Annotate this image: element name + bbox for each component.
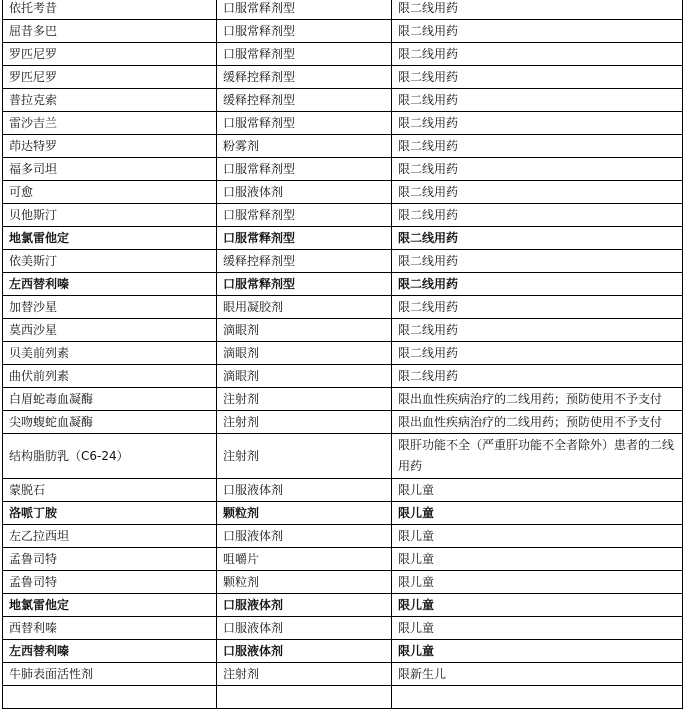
table-row	[3, 388, 683, 411]
dosage-form-cell: 口服液体剂	[217, 594, 392, 617]
table-row	[3, 89, 683, 112]
table-row	[3, 640, 683, 663]
table-row	[3, 296, 683, 319]
drug-name-cell	[3, 686, 217, 709]
table-row	[3, 342, 683, 365]
table-row	[3, 686, 683, 709]
restriction-note-cell: 限二线用药	[392, 135, 683, 158]
restriction-note-cell: 限二线用药	[392, 89, 683, 112]
drug-name-cell: 西替利嗪	[3, 617, 217, 640]
drug-name-cell: 洛哌丁胺	[3, 502, 217, 525]
restriction-note-cell: 限儿童	[392, 548, 683, 571]
drug-restriction-table	[2, 0, 683, 709]
restriction-note-cell: 限二线用药	[392, 204, 683, 227]
table-row	[3, 548, 683, 571]
drug-name-cell: 加替沙星	[3, 296, 217, 319]
drug-name-cell: 左西替利嗪	[3, 273, 217, 296]
restriction-note-cell: 限出血性疾病治疗的二线用药；预防使用不予支付	[392, 411, 683, 434]
restriction-note-cell: 限儿童	[392, 479, 683, 502]
restriction-note-cell: 限儿童	[392, 571, 683, 594]
drug-name-cell: 结构脂肪乳（C6-24）	[3, 434, 217, 479]
drug-name-cell: 雷沙吉兰	[3, 112, 217, 135]
restriction-note-cell: 限二线用药	[392, 296, 683, 319]
table-row	[3, 20, 683, 43]
restriction-note-cell: 限儿童	[392, 640, 683, 663]
restriction-note-cell: 限二线用药	[392, 112, 683, 135]
restriction-note-cell: 限肝功能不全（严重肝功能不全者除外）患者的二线用药	[392, 434, 683, 479]
dosage-form-cell: 口服常释剂型	[217, 43, 392, 66]
table-row	[3, 66, 683, 89]
drug-name-cell: 孟鲁司特	[3, 548, 217, 571]
dosage-form-cell: 注射剂	[217, 434, 392, 479]
restriction-note-cell: 限二线用药	[392, 158, 683, 181]
table-row	[3, 434, 683, 479]
drug-name-cell: 尖吻蝮蛇血凝酶	[3, 411, 217, 434]
dosage-form-cell: 口服液体剂	[217, 640, 392, 663]
table-row	[3, 479, 683, 502]
drug-name-cell: 茚达特罗	[3, 135, 217, 158]
restriction-note-cell: 限儿童	[392, 525, 683, 548]
restriction-note-cell: 限二线用药	[392, 319, 683, 342]
restriction-note-cell: 限二线用药	[392, 20, 683, 43]
drug-name-cell: 依托考昔	[3, 0, 217, 20]
dosage-form-cell	[217, 686, 392, 709]
restriction-note-cell: 限儿童	[392, 502, 683, 525]
restriction-note-cell: 限二线用药	[392, 181, 683, 204]
drug-name-cell: 牛肺表面活性剂	[3, 663, 217, 686]
dosage-form-cell: 滴眼剂	[217, 365, 392, 388]
table-row	[3, 0, 683, 20]
drug-name-cell: 左乙拉西坦	[3, 525, 217, 548]
table-row	[3, 525, 683, 548]
dosage-form-cell: 咀嚼片	[217, 548, 392, 571]
restriction-note-cell: 限儿童	[392, 594, 683, 617]
drug-name-cell: 依美斯汀	[3, 250, 217, 273]
table-row	[3, 204, 683, 227]
dosage-form-cell: 注射剂	[217, 411, 392, 434]
drug-name-cell: 可愈	[3, 181, 217, 204]
drug-name-cell: 莫西沙星	[3, 319, 217, 342]
dosage-form-cell: 粉雾剂	[217, 135, 392, 158]
dosage-form-cell: 缓释控释剂型	[217, 89, 392, 112]
drug-name-cell: 地氯雷他定	[3, 594, 217, 617]
dosage-form-cell: 口服液体剂	[217, 181, 392, 204]
restriction-note-cell: 限二线用药	[392, 0, 683, 20]
restriction-note-cell: 限儿童	[392, 617, 683, 640]
drug-name-cell: 福多司坦	[3, 158, 217, 181]
table-row	[3, 319, 683, 342]
dosage-form-cell: 口服常释剂型	[217, 20, 392, 43]
dosage-form-cell: 口服常释剂型	[217, 0, 392, 20]
restriction-note-cell: 限二线用药	[392, 273, 683, 296]
restriction-note-cell: 限新生儿	[392, 663, 683, 686]
table-row	[3, 571, 683, 594]
table-row	[3, 43, 683, 66]
dosage-form-cell: 颗粒剂	[217, 571, 392, 594]
dosage-form-cell: 口服常释剂型	[217, 204, 392, 227]
dosage-form-cell: 缓释控释剂型	[217, 250, 392, 273]
drug-name-cell: 罗匹尼罗	[3, 66, 217, 89]
table-body	[3, 0, 683, 709]
drug-name-cell: 贝他斯汀	[3, 204, 217, 227]
dosage-form-cell: 口服液体剂	[217, 525, 392, 548]
table-row	[3, 663, 683, 686]
dosage-form-cell: 滴眼剂	[217, 342, 392, 365]
table-row	[3, 617, 683, 640]
table-row	[3, 181, 683, 204]
restriction-note-cell: 限二线用药	[392, 227, 683, 250]
restriction-note-cell: 限二线用药	[392, 43, 683, 66]
drug-name-cell: 孟鲁司特	[3, 571, 217, 594]
drug-name-cell: 罗匹尼罗	[3, 43, 217, 66]
restriction-note-cell: 限二线用药	[392, 365, 683, 388]
dosage-form-cell: 口服常释剂型	[217, 112, 392, 135]
table-row	[3, 594, 683, 617]
table-row	[3, 273, 683, 296]
dosage-form-cell: 口服液体剂	[217, 479, 392, 502]
dosage-form-cell: 注射剂	[217, 388, 392, 411]
table-row	[3, 227, 683, 250]
drug-name-cell: 地氯雷他定	[3, 227, 217, 250]
dosage-form-cell: 缓释控释剂型	[217, 66, 392, 89]
table-row	[3, 158, 683, 181]
drug-name-cell: 曲伏前列素	[3, 365, 217, 388]
dosage-form-cell: 口服常释剂型	[217, 158, 392, 181]
dosage-form-cell: 口服液体剂	[217, 617, 392, 640]
restriction-note-cell	[392, 686, 683, 709]
drug-name-cell: 白眉蛇毒血凝酶	[3, 388, 217, 411]
restriction-note-cell: 限二线用药	[392, 66, 683, 89]
drug-name-cell: 蒙脱石	[3, 479, 217, 502]
drug-name-cell: 贝美前列素	[3, 342, 217, 365]
dosage-form-cell: 口服常释剂型	[217, 227, 392, 250]
restriction-note-cell: 限出血性疾病治疗的二线用药；预防使用不予支付	[392, 388, 683, 411]
table-row	[3, 411, 683, 434]
dosage-form-cell: 口服常释剂型	[217, 273, 392, 296]
table-row	[3, 365, 683, 388]
table-row	[3, 250, 683, 273]
dosage-form-cell: 颗粒剂	[217, 502, 392, 525]
drug-name-cell: 屈昔多巴	[3, 20, 217, 43]
dosage-form-cell: 注射剂	[217, 663, 392, 686]
dosage-form-cell: 眼用凝胶剂	[217, 296, 392, 319]
drug-name-cell: 左西替利嗪	[3, 640, 217, 663]
restriction-note-cell: 限二线用药	[392, 342, 683, 365]
drug-name-cell: 普拉克索	[3, 89, 217, 112]
table-row	[3, 112, 683, 135]
dosage-form-cell: 滴眼剂	[217, 319, 392, 342]
table-row	[3, 135, 683, 158]
table-row	[3, 502, 683, 525]
restriction-note-cell: 限二线用药	[392, 250, 683, 273]
